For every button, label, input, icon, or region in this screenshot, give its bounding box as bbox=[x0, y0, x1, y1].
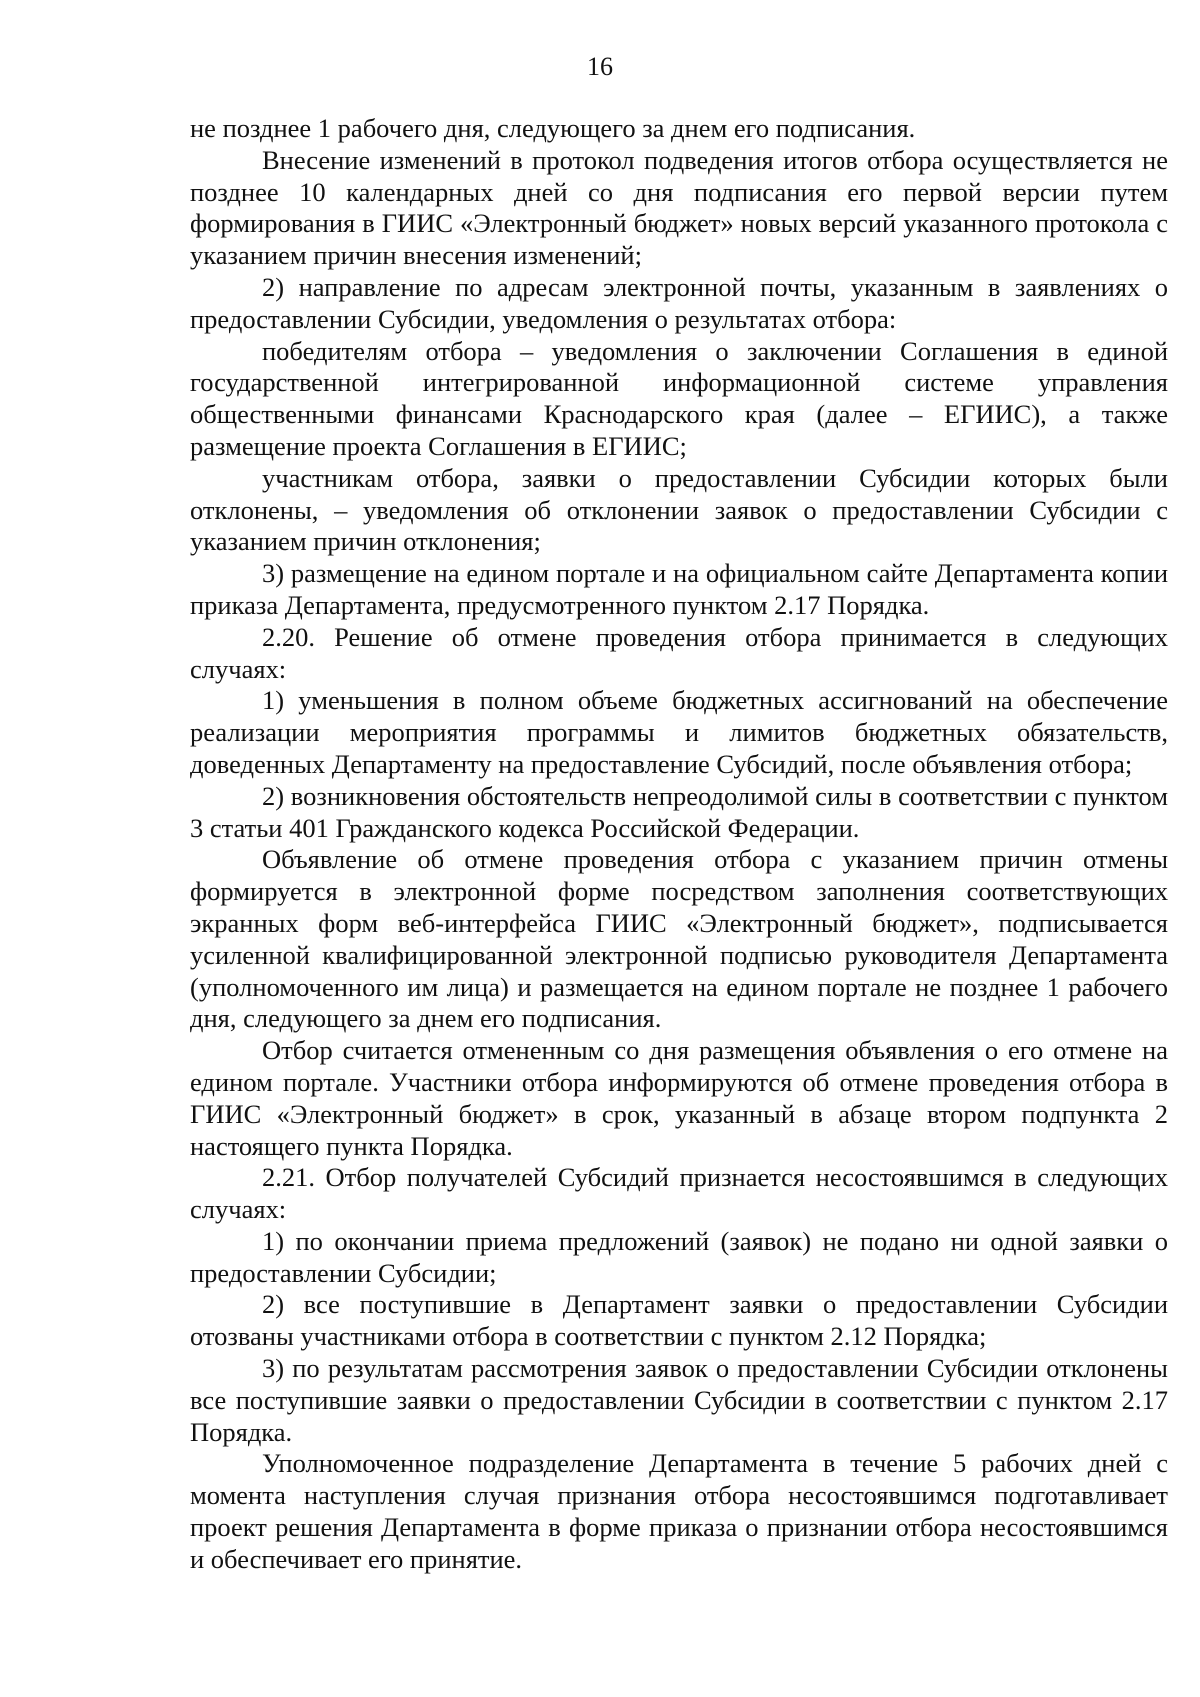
paragraph: Внесение изменений в протокол подведения итогов отбора осуществляется не позднее 10 календарных дней со дня подписания его первой версии путем формирования в ГИИС «Электронный бюджет» новых версий указанного протокола с указанием причин внесения изменений; bbox=[190, 144, 1168, 271]
paragraph: 2) возникновения обстоятельств непреодолимой силы в соответствии с пунктом 3 статьи 401 Гражданского кодекса Российской Федерации. bbox=[190, 780, 1168, 843]
document-body bbox=[190, 113, 1168, 1576]
paragraph: Уполномоченное подразделение Департамента в течение 5 рабочих дней с момента наступления случая признания отбора несостоявшимся подготавливает проект решения Департамента в форме приказа о признании отбора несостоявшимся и обеспечивает его принятие. bbox=[190, 1448, 1168, 1574]
paragraph: 3) размещение на едином портале и на официальном сайте Департамента копии приказа Департамента, предусмотренного пунктом 2.17 Порядка. bbox=[190, 558, 1168, 620]
paragraph: 1) уменьшения в полном объеме бюджетных ассигнований на обеспечение реализации мероприятия программы и лимитов бюджетных обязательств, доведенных Департаменту на предоставление Субсидий, после объявления отбора; bbox=[190, 685, 1168, 779]
paragraph: 1) по окончании приема предложений (заявок) не подано ни одной заявки о предоставлении Субсидии; bbox=[190, 1225, 1168, 1288]
paragraph: 2.20. Решение об отмене проведения отбора принимается в следующих случаях: bbox=[190, 621, 1168, 684]
paragraph: 2) направление по адресам электронной почты, указанным в заявлениях о предоставлении Субсидии, уведомления о результатах отбора: bbox=[190, 271, 1168, 334]
paragraph: не позднее 1 рабочего дня, следующего за днем его подписания. bbox=[190, 113, 916, 143]
paragraph: Отбор считается отмененным со дня размещения объявления о его отмене на едином портале. Участники отбора информируются об отмене проведения отбора в ГИИС «Электронный бюджет» в срок, указанный в абзаце втором подпункта 2 настоящего пункта Порядка. bbox=[190, 1035, 1168, 1161]
paragraph: 2.21. Отбор получателей Субсидий признается несостоявшимся в следующих случаях: bbox=[190, 1162, 1168, 1225]
paragraph: участникам отбора, заявки о предоставлении Субсидии которых были отклонены, – уведомления об отклонении заявок о предоставлении Субсидии с указанием причин отклонения; bbox=[190, 462, 1168, 557]
paragraph: Объявление об отмене проведения отбора с указанием причин отмены формируется в электронной форме посредством заполнения соответствующих экранных форм веб-интерфейса ГИИС «Электронный бюджет», подписывается усиленной квалифицированной электронной подписью руководителя Департамента (уполномоченного им лица) и размещается на едином портале не позднее 1 рабочего дня, следующего за днем его подписания. bbox=[190, 844, 1168, 1034]
paragraph: победителям отбора – уведомления о заключении Соглашения в единой государственной интегрированной информационной системе управления общественными финансами Краснодарского края (далее – ЕГИИС), а также размещение проекта Соглашения в ЕГИИС; bbox=[190, 335, 1168, 461]
paragraph: 2) все поступившие в Департамент заявки о предоставлении Субсидии отозваны участниками отбора в соответствии с пунктом 2.12 Порядка; bbox=[190, 1289, 1168, 1352]
page-number: 16 bbox=[587, 52, 613, 81]
paragraph: 3) по результатам рассмотрения заявок о предоставлении Субсидии отклонены все поступившие заявки о предоставлении Субсидии в соответствии с пунктом 2.17 Порядка. bbox=[190, 1353, 1168, 1447]
